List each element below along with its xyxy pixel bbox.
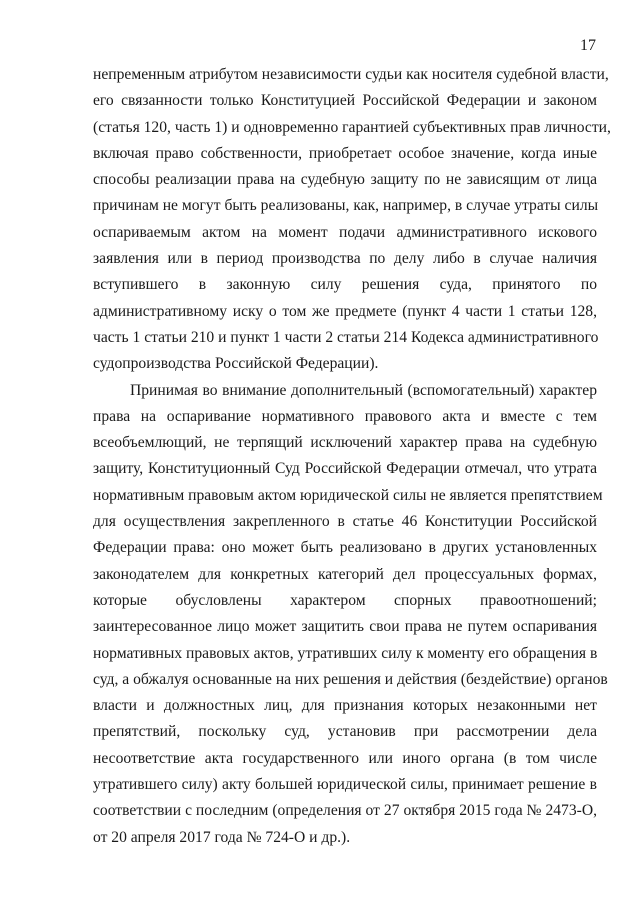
text-line: вступившего в законную силу решения суда, принятого по — [93, 276, 597, 294]
paragraph — [93, 378, 608, 851]
text-line: права на оспаривание нормативного правового акта и вместе с тем — [93, 407, 597, 425]
text-line: которые обусловлены характером спорных правоотношений; — [93, 591, 597, 609]
text-line: его связанности только Конституцией Российской Федерации и законом — [93, 92, 597, 110]
text-line: судопроизводства Российской Федерации). — [93, 355, 379, 373]
text-line: от 20 апреля 2017 года № 724-О и др.). — [93, 828, 351, 846]
text-line: оспариваемым актом на момент подачи административного искового — [93, 223, 597, 241]
text-line: защиту, Конституционный Суд Российской Федерации отмечал, что утрата — [93, 460, 597, 478]
text-line: препятствий, поскольку суд, установив при рассмотрении дела — [93, 723, 597, 741]
text-line: (статья 120, часть 1) и одновременно гарантией субъективных прав личности, — [93, 118, 611, 136]
text-line: Федерации права: оно может быть реализовано в других установленных — [93, 539, 597, 557]
text-line: нормативным правовым актом юридической силы не является препятствием — [93, 486, 603, 504]
text-line: способы реализации права на судебную защиту по не зависящим от лица — [93, 171, 597, 189]
page-number: 17 — [580, 37, 596, 54]
text-line: суд, а обжалуя основанные на них решения и действия (бездействие) органов — [93, 670, 608, 688]
text-line: соответствии с последним (определения от 27 октября 2015 года № 2473-О, — [93, 802, 597, 820]
text-line: нормативных правовых актов, утративших силу к моменту его обращения в — [93, 644, 598, 662]
text-line: административному иску о том же предмете (пункт 4 части 1 статьи 128, — [93, 302, 597, 320]
body-text — [93, 62, 611, 851]
paragraph — [93, 62, 611, 378]
text-line: включая право собственности, приобретает особое значение, когда иные — [93, 144, 597, 162]
text-line: законодателем для конкретных категорий дел процессуальных формах, — [93, 565, 597, 583]
text-line: причинам не могут быть реализованы, как, например, в случае утраты силы — [93, 197, 599, 215]
text-line: утратившего силу) акту большей юридической силы, принимает решение в — [93, 776, 597, 794]
text-line: власти и должностных лиц, для признания которых незаконными нет — [93, 697, 597, 715]
text-line: часть 1 статьи 210 и пункт 1 части 2 статьи 214 Кодекса административного — [93, 328, 599, 346]
text-line: заинтересованное лицо может защитить свои права не путем оспаривания — [93, 618, 597, 636]
text-line: несоответствие акта государственного или иного органа (в том числе — [93, 749, 597, 767]
text-line: всеобъемлющий, не терпящий исключений характер права на судебную — [93, 434, 597, 452]
text-line: для осуществления закрепленного в статье 46 Конституции Российской — [93, 513, 597, 531]
text-line: непременным атрибутом независимости судьи как носителя судебной власти, — [93, 66, 609, 83]
text-line: Принимая во внимание дополнительный (вспомогательный) характер — [130, 381, 597, 399]
text-line: заявления или в период производства по делу либо в случае наличия — [93, 250, 597, 268]
